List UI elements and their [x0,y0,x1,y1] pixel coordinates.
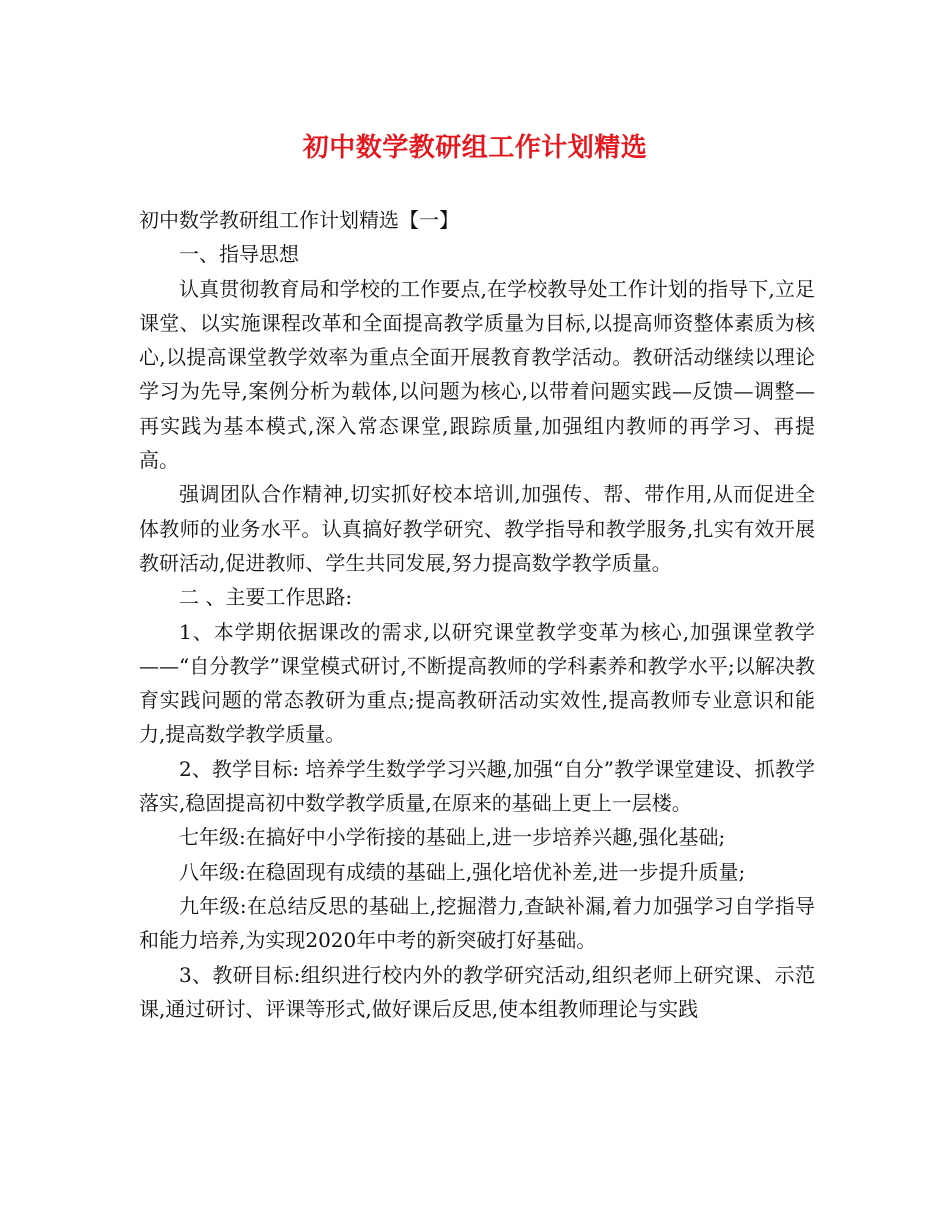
paragraph-grade-8: 八年级:在稳固现有成绩的基础上,强化培优补差,进一步提升质量; [179,859,746,884]
paragraph-grade-9: 九年级:在总结反思的基础上,挖掘潜力,查缺补漏,着力加强学习自学指导和能力培养,为实现2020年中考的新突破打好基础。 [139,893,815,953]
document-body [139,203,815,1026]
document-title: 初中数学教研组工作计划精选 [302,133,648,163]
paragraph-item-3: 3、教研目标:组织进行校内外的教学研究活动,组织老师上研究课、示范课,通过研讨、评课等形式,做好课后反思,使本组教师理论与实践 [139,962,815,1021]
heading-guiding-thought: 一、指导思想 [179,242,299,267]
section-subtitle: 初中数学教研组工作计划精选【一】 [139,208,459,232]
paragraph-item-2: 2、教学目标: 培养学生数学学习兴趣,加强“自分”教学课堂建设、抓教学落实,稳固提高初中数学教学质量,在原来的基础上更上一层楼。 [139,756,815,816]
heading-main-work-ideas: 二 、主要工作思路: [179,585,353,610]
paragraph-grade-7: 七年级:在搞好中小学衔接的基础上,进一步培养兴趣,强化基础; [179,825,726,850]
paragraph-team-spirit: 强调团队合作精神,切实抓好校本培训,加强传、帮、带作用,从而促进全体教师的业务水平。认真搞好教学研究、教学指导和教学服务,扎实有效开展教研活动,促进教师、学生共同发展,努力提高数学教学质量。 [139,482,815,575]
paragraph-guiding-thought: 认真贯彻教育局和学校的工作要点,在学校教导处工作计划的指导下,立足课堂、以实施课程改革和全面提高教学质量为目标,以提高师资整体素质为核心,以提高课堂教学效率为重点全面开展教育教学活动。教研活动继续以理论学习为先导,案例分析为载体,以问题为核心,以带着问题实践—反馈—调整—再实践为基本模式,深入常态课堂,跟踪质量,加强组内教师的再学习、再提高。 [139,276,815,473]
paragraph-item-1: 1、本学期依据课改的需求,以研究课堂教学变革为核心,加强课堂教学——“自分教学”课堂模式研讨,不断提高教师的学科素养和教学水平;以解决教育实践问题的常态教研为重点;提高教研活动实效性,提高教师专业意识和能力,提高数学教学质量。 [139,619,815,747]
